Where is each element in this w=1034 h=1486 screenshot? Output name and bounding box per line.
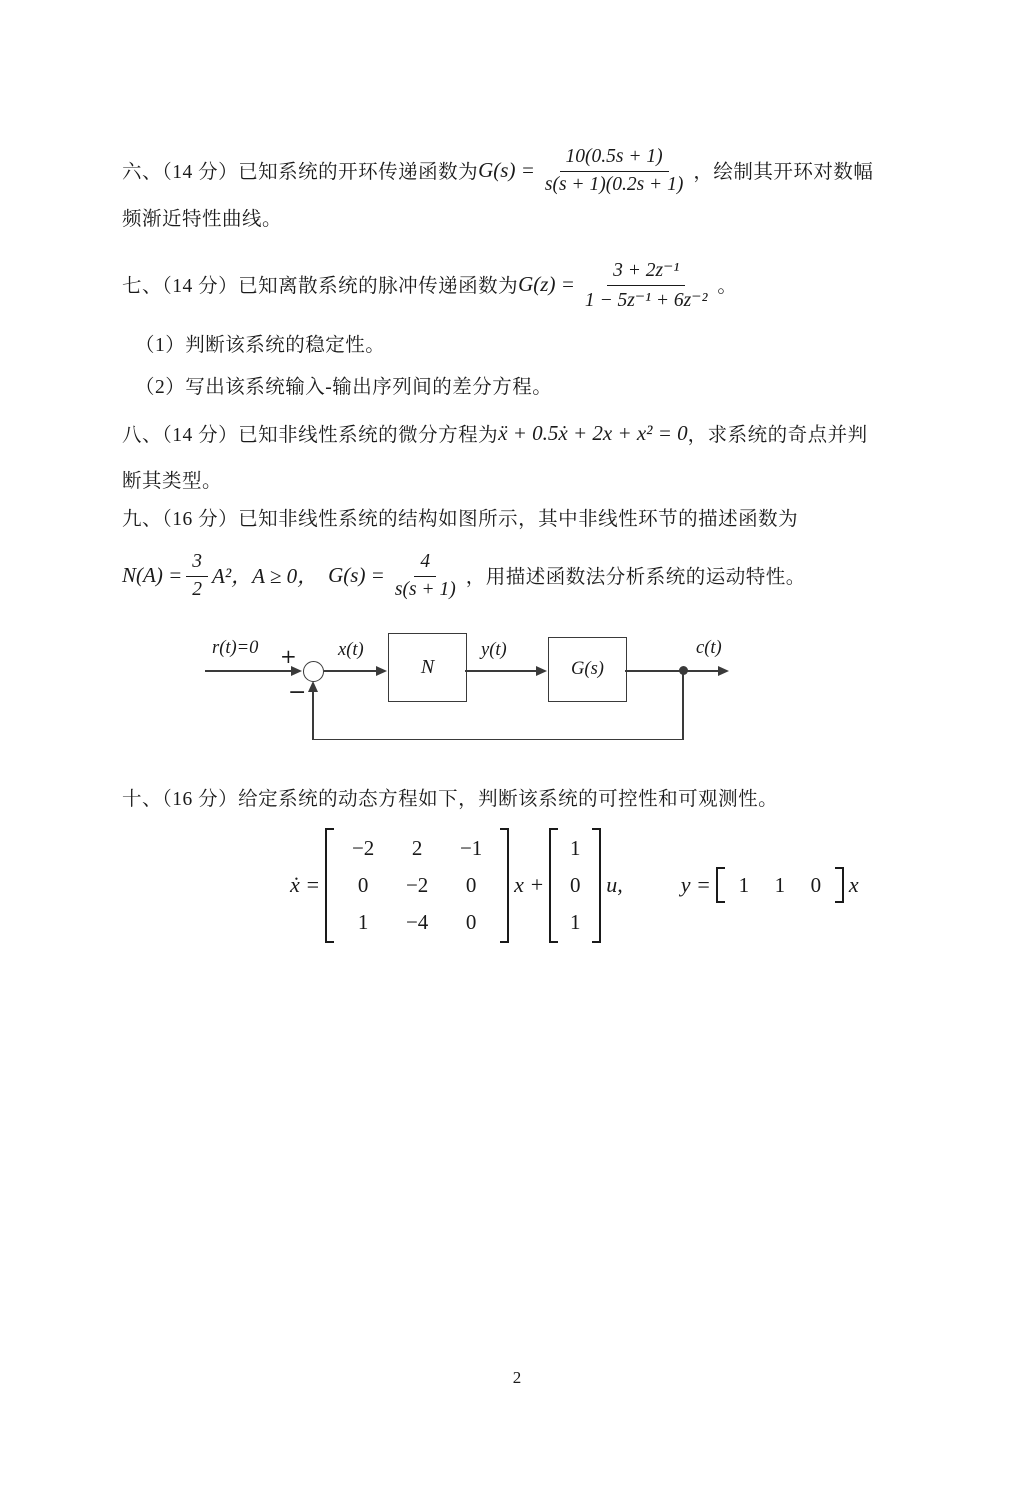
nonlinear-block <box>388 633 467 702</box>
matrix-cell: 1 <box>570 909 581 934</box>
q6-function-lhs: G(s) = <box>478 157 535 182</box>
question-6-prefix: 六、（14 分）已知系统的开环传递函数为 <box>122 162 479 183</box>
q7-fraction-numerator: 3 + 2z⁻¹ <box>607 257 685 286</box>
input-matrix-B <box>549 828 601 943</box>
q7-fraction-denominator: 1 − 5z⁻¹ + 6z⁻² <box>584 289 708 311</box>
q9-gs-numerator: 4 <box>414 550 436 577</box>
feedback-line-left <box>312 688 314 740</box>
xdot-lhs: ẋ = <box>290 872 321 897</box>
question-8-suffix: ，求系统的奇点并判 <box>687 425 868 446</box>
matrix-cell: 1 <box>357 909 369 934</box>
intermediate-arrowhead-icon <box>536 666 547 676</box>
matrix-A-cells <box>334 828 500 943</box>
error-arrowhead-icon <box>376 666 387 676</box>
matrix-cell: 2 <box>411 835 423 860</box>
plus-sign: + <box>280 644 297 668</box>
question-8-line1 <box>122 419 868 447</box>
output-signal-label: c(t) <box>696 638 722 658</box>
x-state-vector: x <box>848 872 859 897</box>
question-9-line1: 九、（16 分）已知非线性系统的结构如图所示，其中非线性环节的描述函数为 <box>122 509 799 530</box>
question-7-item-2: （2）写出该系统输入-输出序列间的差分方程。 <box>135 377 553 398</box>
system-matrix-A <box>325 828 509 943</box>
question-9-suffix: ，用描述函数法分析系统的运动特性。 <box>465 567 806 588</box>
q7-function-lhs: G(z) = <box>518 271 575 296</box>
question-10-line1: 十、（16 分）给定系统的动态方程如下，判断该系统的可控性和可观测性。 <box>122 789 779 810</box>
right-bracket <box>500 828 509 943</box>
input-signal-label: r(t)=0 <box>212 638 259 658</box>
question-6-suffix: ，绘制其开环对数幅 <box>693 162 874 183</box>
y-lhs: y = <box>680 872 711 897</box>
matrix-cell: 0 <box>357 872 369 897</box>
q9-na-numerator: 3 <box>186 550 208 577</box>
question-10-state-equation <box>290 823 859 947</box>
right-bracket <box>835 867 844 903</box>
question-7-suffix: 。 <box>717 276 738 297</box>
left-bracket <box>716 867 725 903</box>
transfer-function-block-label: G(s) <box>571 659 604 679</box>
q9-na-condition: A²，A ≥ 0， <box>212 564 319 588</box>
u-term: u, <box>606 872 623 897</box>
transfer-function-block <box>548 637 627 702</box>
matrix-cell: 0 <box>465 872 477 897</box>
page-number: 2 <box>512 1368 522 1387</box>
output-signal-line <box>625 670 720 672</box>
question-7-line1 <box>122 250 737 318</box>
q6-fraction-denominator: s(s + 1)(0.2s + 1) <box>544 173 684 195</box>
feedback-line-right <box>682 670 684 740</box>
minus-sign: − <box>288 680 307 705</box>
summing-junction <box>303 661 324 682</box>
question-7-prefix: 七、（14 分）已知离散系统的脉冲传递函数为 <box>122 276 519 297</box>
feedback-block-diagram <box>200 628 745 768</box>
q6-fraction-numerator: 10(0.5s + 1) <box>560 145 669 172</box>
q9-describing-function-lhs: N(A) = <box>122 562 183 587</box>
matrix-cell: 1 <box>570 835 581 860</box>
question-6-line1 <box>122 133 873 207</box>
matrix-cell: 1 <box>738 872 750 897</box>
q9-na-denominator: 2 <box>192 578 202 600</box>
q9-gs-denominator: s(s + 1) <box>394 578 456 600</box>
question-9-line2 <box>122 537 806 613</box>
output-arrowhead-icon <box>718 666 729 676</box>
question-8-line2: 断其类型。 <box>122 471 223 492</box>
intermediate-signal-line <box>465 670 537 672</box>
matrix-cell: −2 <box>405 872 429 897</box>
left-bracket <box>325 828 334 943</box>
matrix-cell: −1 <box>459 835 483 860</box>
intermediate-signal-label: y(t) <box>481 640 507 660</box>
error-signal-line <box>324 670 378 672</box>
q9-na-fraction <box>186 550 208 601</box>
matrix-cell: 0 <box>465 909 477 934</box>
matrix-cell: −2 <box>351 835 375 860</box>
feedback-arrowhead-icon <box>308 681 318 692</box>
matrix-cell: 0 <box>810 872 822 897</box>
q6-transfer-function-fraction <box>539 145 689 196</box>
q9-gs-fraction <box>389 550 462 601</box>
x-plus-term: x + <box>514 872 545 897</box>
matrix-C-cells <box>725 867 835 903</box>
question-6-line2: 频渐近特性曲线。 <box>122 209 283 230</box>
output-matrix-C <box>716 867 844 903</box>
q8-differential-equation: ẍ + 0.5ẋ + 2x + x² = 0 <box>498 420 688 445</box>
matrix-cell: 0 <box>570 872 581 897</box>
feedback-line-bottom <box>312 739 684 741</box>
error-signal-label: x(t) <box>338 640 364 660</box>
question-8-prefix: 八、（14 分）已知非线性系统的微分方程为 <box>122 425 499 446</box>
left-bracket <box>549 828 558 943</box>
matrix-B-cells <box>558 828 592 943</box>
question-7-item-1: （1）判断该系统的稳定性。 <box>135 335 386 356</box>
q7-transfer-function-fraction <box>579 257 714 312</box>
nonlinear-block-label: N <box>420 656 435 678</box>
right-bracket <box>592 828 601 943</box>
matrix-cell: 1 <box>774 872 786 897</box>
q9-gs-lhs: G(s) = <box>328 562 385 587</box>
matrix-cell: −4 <box>405 909 429 934</box>
input-signal-line <box>205 670 293 672</box>
